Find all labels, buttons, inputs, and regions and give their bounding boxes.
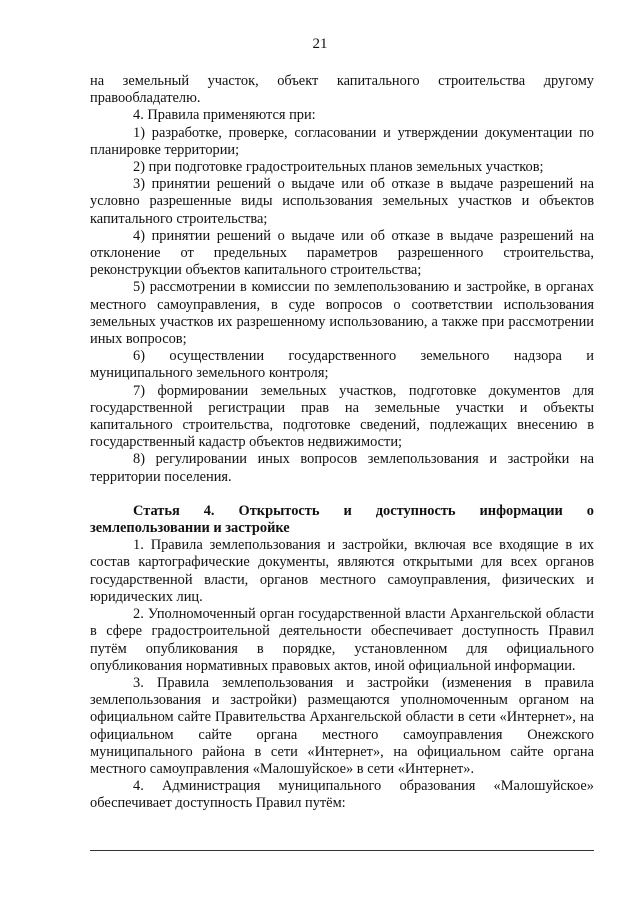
list-item-6: 6) осуществлении государственного земельного надзора и муниципального земельного контроля; xyxy=(90,348,594,382)
paragraph-article-4-2: 2. Уполномоченный орган государственной власти Архангельской области в сфере градостроительной деятельности обеспечивает доступность Правил путём опубликования в порядке, установленном для официального опубликования нормативных правовых актов, иной официальной информации. xyxy=(90,606,594,674)
list-item-8: 8) регулировании иных вопросов землепользования и застройки на территории поселения. xyxy=(90,451,594,485)
paragraph-article-4-1: 1. Правила землепользования и застройки, включая все входящие в их состав картографические документы, являются открытыми для всех органов государственной власти, органов местного самоуправления, физических и юридических лиц. xyxy=(90,537,594,605)
article-heading: Статья 4. Открытость и доступность информации о землепользовании и застройке xyxy=(90,502,594,537)
paragraph-continuation: на земельный участок, объект капитального строительства другому правообладателю. xyxy=(90,73,594,107)
paragraph-rules-apply: 4. Правила применяются при: xyxy=(133,107,316,124)
page-number: 21 xyxy=(312,36,328,52)
list-item-3: 3) принятии решений о выдаче или об отказе в выдаче разрешений на условно разрешенные виды использования земельных участков и объектов капитального строительства; xyxy=(90,176,594,227)
list-item-5: 5) рассмотрении в комиссии по землепользованию и застройке, в органах местного самоуправления, в суде вопросов о соответствии использования земельных участков их разрешенному использованию, а также при рассмотрении иных вопросов; xyxy=(90,279,594,348)
footer-divider xyxy=(90,850,594,851)
document-body xyxy=(90,73,594,813)
list-item-2: 2) при подготовке градостроительных планов земельных участков; xyxy=(133,159,544,176)
list-item-4: 4) принятии решений о выдаче или об отказе в выдаче разрешений на отклонение от предельных параметров разрешенного строительства, реконструкции объектов капитального строительства; xyxy=(90,227,594,279)
list-item-1: 1) разработке, проверке, согласовании и утверждении документации по планировке территории; xyxy=(90,124,594,158)
paragraph-article-4-3: 3. Правила землепользования и застройки (изменения в правила землепользования и застройки) размещаются уполномоченным органом на официальном сайте Правительства Архангельской области в сети «Интернет», на официальном сайте органа местного самоуправления Онежского муниципального района в сети «Интернет», на официальном сайте органа местного самоуправления «Малошуйское» в сети «Интернет». xyxy=(90,674,594,777)
list-item-7: 7) формировании земельных участков, подготовке документов для государственной регистрации прав на земельные участки и объекты капитального строительства, подготовке сведений, подлежащих внесению в государственный кадастр объектов недвижимости; xyxy=(90,382,594,451)
paragraph-article-4-4: 4. Администрация муниципального образования «Малошуйское» обеспечивает доступность Правил путём: xyxy=(90,778,594,812)
